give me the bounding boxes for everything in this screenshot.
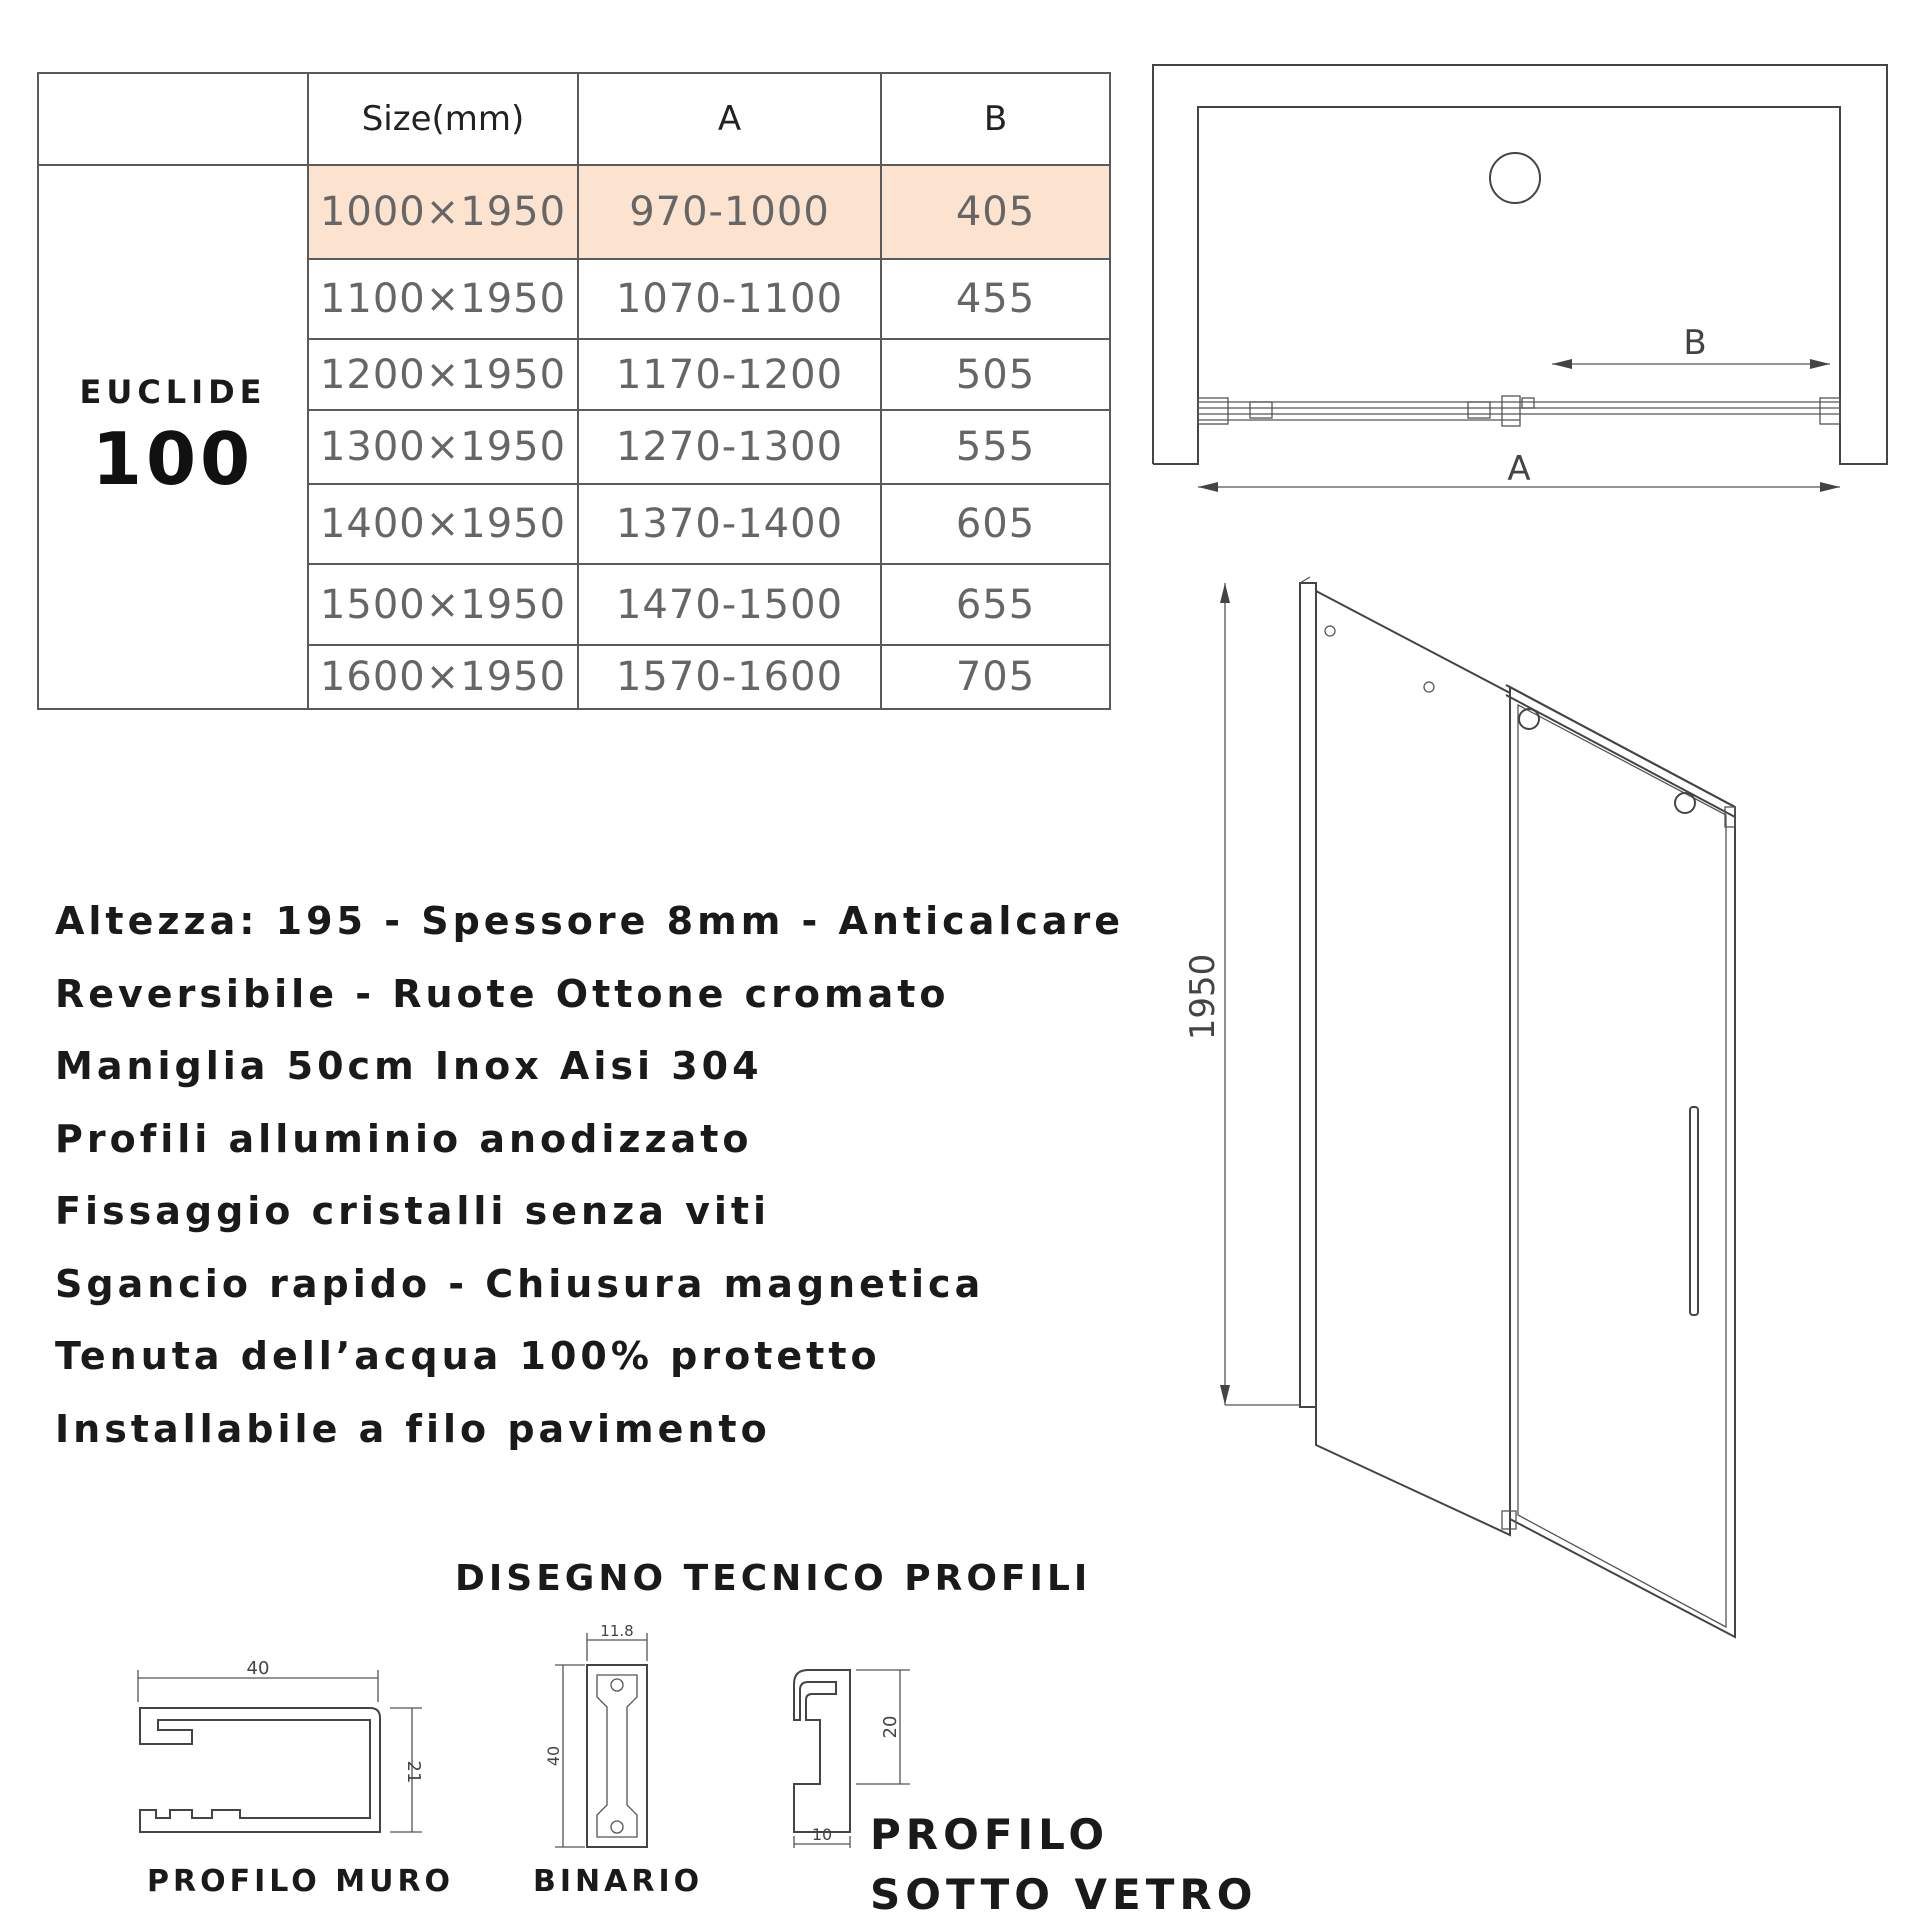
feature-item: Maniglia 50cm Inox Aisi 304 bbox=[55, 1044, 763, 1088]
rail-groove bbox=[611, 1821, 623, 1833]
label-line: SOTTO VETRO bbox=[870, 1870, 1258, 1919]
glass-profile-shape bbox=[794, 1670, 850, 1832]
feature-item: Installabile a filo pavimento bbox=[55, 1406, 771, 1451]
drain-icon bbox=[1490, 153, 1540, 203]
arrow-icon bbox=[1810, 359, 1830, 369]
height-label: 40 bbox=[544, 1745, 563, 1767]
header-b: B bbox=[881, 73, 1110, 165]
wall-profile-shape bbox=[140, 1708, 380, 1832]
b-cell: 505 bbox=[881, 339, 1110, 410]
a-cell: 1370-1400 bbox=[578, 484, 881, 564]
size-cell: 1400×1950 bbox=[308, 484, 578, 564]
profiles-title: DISEGNO TECNICO PROFILI bbox=[455, 1558, 1092, 1599]
width-label: 40 bbox=[246, 1658, 270, 1679]
fixing-hole-icon bbox=[1325, 626, 1335, 636]
rail-outline bbox=[587, 1665, 647, 1847]
b-cell: 655 bbox=[881, 564, 1110, 645]
a-cell: 1570-1600 bbox=[578, 645, 881, 709]
size-cell: 1200×1950 bbox=[308, 339, 578, 410]
fixing-hole-icon bbox=[1424, 682, 1434, 692]
binario-drawing bbox=[544, 1622, 685, 1855]
b-cell: 555 bbox=[881, 410, 1110, 484]
feature-item: Tenuta dell’acqua 100% protetto bbox=[55, 1334, 881, 1378]
a-cell: 1470-1500 bbox=[578, 564, 881, 645]
dimension-a-label: A bbox=[1507, 449, 1531, 489]
rail-groove bbox=[611, 1679, 623, 1691]
table-body bbox=[38, 165, 1110, 709]
roller-icon bbox=[1675, 793, 1695, 813]
arrow-icon bbox=[1198, 482, 1218, 492]
feature-item: Altezza: 195 - Spessore 8mm - Anticalcare bbox=[55, 899, 1125, 943]
b-cell: 705 bbox=[881, 645, 1110, 709]
roller-icon bbox=[1519, 709, 1539, 729]
size-table bbox=[37, 72, 1111, 710]
arrow-icon bbox=[1220, 583, 1230, 603]
size-cell: 1600×1950 bbox=[308, 645, 578, 709]
features-list bbox=[55, 885, 1124, 1465]
front-view-drawing bbox=[1180, 575, 1750, 1655]
roller-icon bbox=[1250, 402, 1272, 418]
height-label: 1950 bbox=[1183, 953, 1223, 1041]
top-view-drawing bbox=[1150, 62, 1890, 502]
roller-icon bbox=[1468, 402, 1490, 418]
arrow-icon bbox=[1552, 359, 1572, 369]
profilo-muro-drawing bbox=[130, 1660, 440, 1845]
sliding-door-panel bbox=[1510, 687, 1735, 1637]
dimension-b-label: B bbox=[1683, 323, 1707, 363]
height-label: 20 bbox=[880, 1715, 901, 1739]
binario-label: BINARIO bbox=[533, 1864, 704, 1899]
size-cell: 1100×1950 bbox=[308, 259, 578, 339]
header-a: A bbox=[578, 73, 881, 165]
model-cell bbox=[38, 165, 308, 709]
door-stop bbox=[1522, 398, 1534, 408]
profilo-sotto-vetro-label bbox=[870, 1805, 1257, 1925]
b-cell: 405 bbox=[881, 165, 1110, 259]
a-cell: 970-1000 bbox=[578, 165, 881, 259]
table-header-row bbox=[38, 73, 1110, 165]
header-size: Size(mm) bbox=[308, 73, 578, 165]
sliding-door-inner bbox=[1518, 705, 1726, 1627]
arrow-icon bbox=[1820, 482, 1840, 492]
height-label: 21 bbox=[403, 1760, 424, 1784]
a-cell: 1070-1100 bbox=[578, 259, 881, 339]
b-cell: 605 bbox=[881, 484, 1110, 564]
feature-item: Profili alluminio anodizzato bbox=[55, 1116, 753, 1161]
a-cell: 1170-1200 bbox=[578, 339, 881, 410]
feature-item: Fissaggio cristalli senza viti bbox=[55, 1189, 771, 1233]
header-blank bbox=[38, 73, 308, 165]
label-line: PROFILO bbox=[870, 1810, 1110, 1859]
door-handle bbox=[1690, 1107, 1698, 1315]
model-name: EUCLIDE bbox=[79, 373, 267, 411]
model-number: 100 bbox=[91, 417, 255, 501]
feature-item: Sgancio rapido - Chiusura magnetica bbox=[55, 1261, 985, 1306]
arrow-icon bbox=[1220, 1385, 1230, 1405]
a-cell: 1270-1300 bbox=[578, 410, 881, 484]
wall-profile bbox=[1300, 583, 1316, 1407]
door-stop bbox=[1502, 396, 1520, 426]
fixed-glass-panel bbox=[1316, 591, 1510, 1535]
top-rail bbox=[1506, 695, 1735, 817]
top-rail bbox=[1506, 685, 1735, 807]
feature-item: Reversibile - Ruote Ottone cromato bbox=[55, 971, 950, 1016]
rail-inner-shape bbox=[597, 1675, 637, 1837]
width-label: 11.8 bbox=[600, 1622, 634, 1640]
table-row bbox=[38, 165, 1110, 259]
size-cell: 1000×1950 bbox=[308, 165, 578, 259]
width-label: 10 bbox=[811, 1825, 833, 1844]
size-cell: 1300×1950 bbox=[308, 410, 578, 484]
size-cell: 1500×1950 bbox=[308, 564, 578, 645]
profilo-muro-label: PROFILO MURO bbox=[147, 1864, 455, 1899]
b-cell: 455 bbox=[881, 259, 1110, 339]
